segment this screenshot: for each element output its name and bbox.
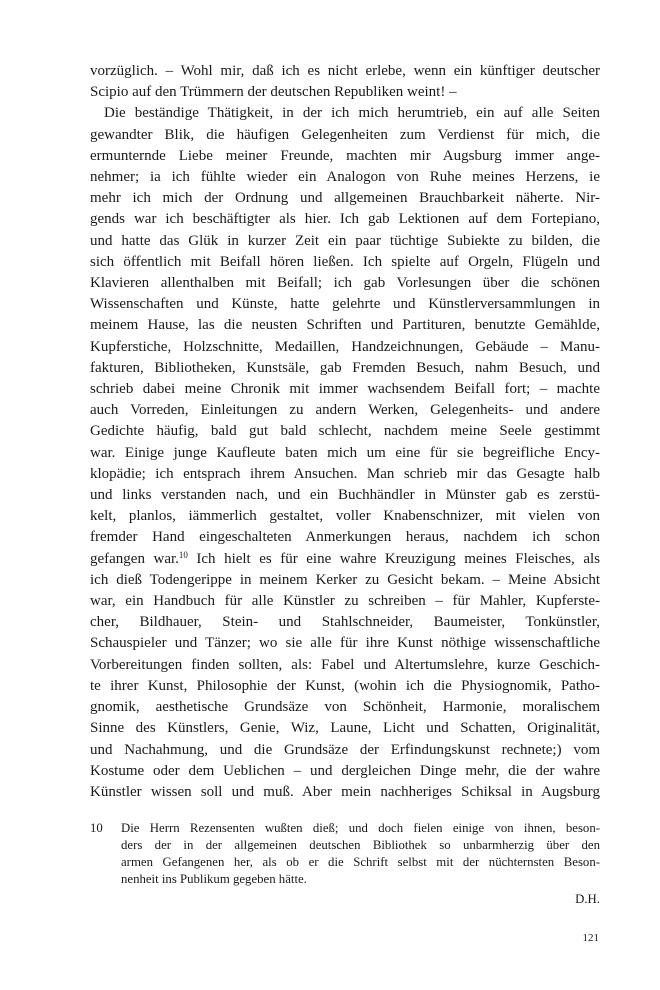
footnote-line: Die Herrn Rezensenten wußten dieß; und doch fielen einige von ihnen, beson- <box>121 821 600 835</box>
footnote-signature: D.H. <box>575 892 600 906</box>
text-line: Sinne des Künstlers, Genie, Wiz, Laune, Licht und Schatten, Originalität, <box>90 720 600 737</box>
page-body <box>90 61 600 803</box>
text-line: Die beständige Thätigkeit, in der ich mich herumtrieb, ein auf alle Seiten <box>104 105 600 122</box>
text-line: Klavieren allenthalben mit Beifall; ich gab Vorlesungen über die schönen <box>90 275 600 292</box>
footnote-line: armen Gefangenen her, als ob er die Schrift selbst mit der nüchternsten Beson- <box>121 855 600 869</box>
page-number: 121 <box>582 932 599 944</box>
text-line: Künstler wissen soll und muß. Aber mein nachheriges Schiksal in Augsburg <box>90 783 600 800</box>
text-line: Scipio auf den Trümmern der deutschen Republiken weint! – <box>90 84 457 101</box>
text-line: Vorbereitungen finden sollten, als: Fabel und Altertumslehre, kurze Geschich- <box>90 656 600 673</box>
text-line: war, ein Handbuch für alle Künstler zu schreiben – für Mahler, Kupferste- <box>90 593 600 610</box>
text-line: Kostume oder dem Ueblichen – und dergleichen Dinge mehr, die der wahre <box>90 762 600 779</box>
text-line: gewandter Blik, die häufigen Gelegenheiten zum Verdienst für mich, die <box>90 126 600 143</box>
text-line: und hatte das Glük in kurzer Zeit ein paar tüchtige Subiekte zu bilden, die <box>90 232 600 249</box>
text-line: te ihrer Kunst, Philosophie der Kunst, (wohin ich die Physiognomik, Patho- <box>90 677 600 694</box>
footnote-body <box>121 820 600 908</box>
text-line: ermunternde Liebe meiner Freunde, machten mir Augsburg immer ange- <box>90 147 600 164</box>
text-line: und Nachahmung, und die Grundsäze der Erfindungskunst rechnete;) vom <box>90 741 600 758</box>
text-line: fakturen, Bibliotheken, Kunstsäle, gab Fremden Besuch, nahm Besuch, und <box>90 359 600 376</box>
footnote <box>90 820 600 908</box>
text-line: schrieb dabei meine Chronik mit immer wachsendem Beifall fort; – machte <box>90 381 600 398</box>
text-line: klopädie; ich entsprach ihrem Ansuchen. Man schrieb mir das Gesagte halb <box>90 465 600 482</box>
text-fragment: Ich hielt es für eine wahre Kreuzigung meines Fleisches, als <box>187 550 600 567</box>
footnote-line: nenheit ins Publikum gegeben hätte. <box>121 872 307 886</box>
text-line: auch Vorreden, Einleitungen zu andern Werken, Gelegenheits- und andere <box>90 402 600 419</box>
main-text <box>90 61 600 803</box>
text-line: nehmer; ia ich fühlte wieder ein Analogon von Ruhe meines Herzens, ie <box>90 169 600 186</box>
text-line-with-footnote <box>90 549 600 570</box>
text-line: und links verstanden nach, und ein Buchhändler in Münster gab es zerstü- <box>90 487 600 504</box>
text-line: gnomik, aesthetische Grundsäze von Schönheit, Harmonie, moralischem <box>90 699 600 716</box>
text-line: ich dieß Todengerippe in meinem Kerker zu Gesicht bekam. – Meine Absicht <box>90 571 600 588</box>
text-line: cher, Bildhauer, Stein- und Stahlschneider, Baumeister, Tonkünstler, <box>90 614 600 631</box>
text-line: kelt, planlos, iämmerlich gestaltet, voller Knabenschnizer, mit vielen von <box>90 508 600 525</box>
text-line: gends war ich beschäftigter als hier. Ich gab Lektionen auf dem Fortepiano, <box>90 211 600 228</box>
text-line: war. Einige junge Kaufleute baten mich um eine für sie begreifliche Ency- <box>90 444 600 461</box>
text-line: mehr ich mich der Ordnung und allgemeinen Brauchbarkeit näherte. Nir- <box>90 190 600 207</box>
text-line: Wissenschaften und Künste, hatte gelehrte und Künstlerversammlungen in <box>90 296 600 313</box>
text-line: sich öffentlich mit Beifall hören ließen. Ich spielte auf Orgeln, Flügeln und <box>90 253 600 270</box>
text-line: vorzüglich. – Wohl mir, daß ich es nicht erlebe, wenn ein künftiger deutscher <box>90 63 600 79</box>
text-line: fremder Hand eingeschalteten Anmerkungen heraus, nachdem ich schon <box>90 529 600 546</box>
text-line: Kupferstiche, Holzschnitte, Medaillen, Handzeichnungen, Gebäude – Manu- <box>90 338 600 355</box>
text-line: Gedichte häufig, bald gut bald schlecht, nachdem meine Seele gestimmt <box>90 423 600 440</box>
text-line: Schauspieler und Tänzer; wo sie alle für ihre Kunst nöthige wissenschaftliche <box>90 635 600 652</box>
text-line: meinem Hause, las die neusten Schriften und Partituren, benutzte Gemählde, <box>90 317 600 334</box>
text-fragment: gefangen war. <box>90 550 179 567</box>
footnote-number: 10 <box>90 821 103 835</box>
footnote-line: ders der in der allgemeinen deutschen Bibliothek so unbarmherzig über den <box>121 838 600 852</box>
footnote-reference[interactable]: 10 <box>178 549 188 560</box>
